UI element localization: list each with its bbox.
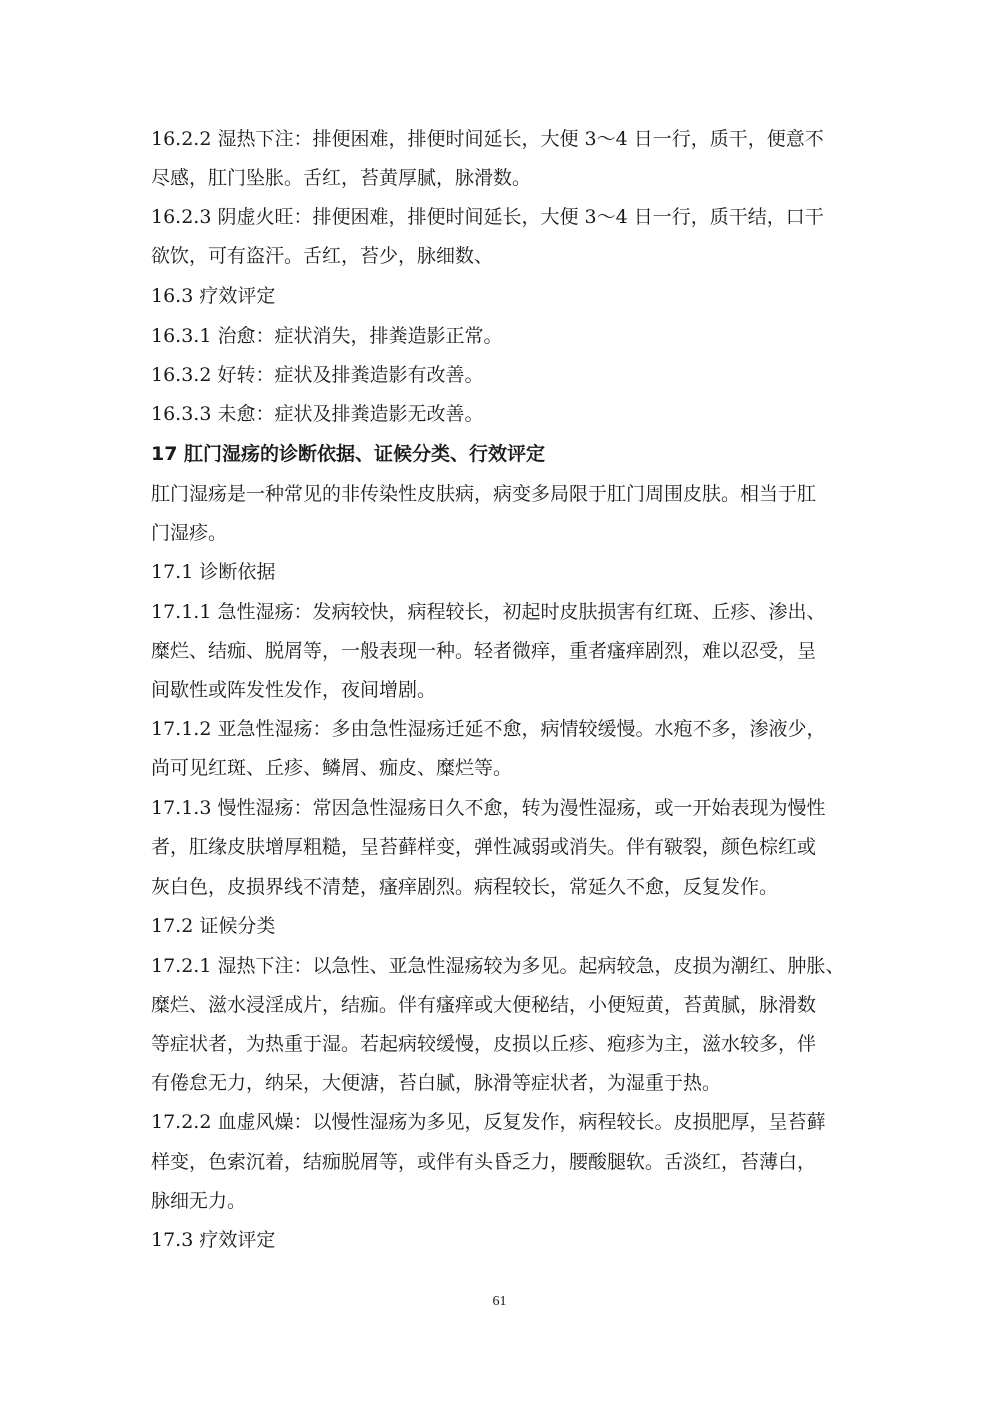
text-line: 16.3 疗效评定 — [151, 285, 276, 307]
text-line: 17.1.1 急性湿疡：发病较快，病程较长，初起时皮肤损害有红斑、丘疹、渗出、 — [151, 601, 826, 623]
text-line: 尽感，肛门坠胀。舌红，苔黄厚腻，脉滑数。 — [151, 167, 532, 189]
text-line: 者，肛缘皮肤增厚粗糙，呈苔藓样变，弹性减弱或消失。伴有皲裂，颜色棕红或 — [151, 836, 817, 858]
text-line: 16.2.2 湿热下注：排便困难，排便时间延长，大便 3～4 日一行，质干，便意不 — [151, 128, 824, 150]
text-line: 门湿疹。 — [151, 522, 228, 544]
text-line: 灰白色，皮损界线不清楚，瘙痒剧烈。病程较长，常延久不愈，反复发作。 — [151, 876, 779, 898]
text-line: 糜烂、结痂、脱屑等，一般表现一种。轻者微痒，重者瘙痒剧烈，难以忍受，呈 — [151, 640, 817, 662]
text-line: 17.2.1 湿热下注：以急性、亚急性湿疡较为多见。起病较急，皮损为潮红、肿胀、 — [151, 955, 845, 977]
section-heading: 17 肛门湿疡的诊断依据、证候分类、行效评定 — [151, 443, 546, 465]
text-line: 17.2.2 血虚风燥：以慢性湿疡为多见，反复发作，病程较长。皮损肥厚，呈苔藓 — [151, 1111, 826, 1133]
text-line: 17.3 疗效评定 — [151, 1229, 276, 1251]
text-line: 等症状者，为热重于湿。若起病较缓慢，皮损以丘疹、疱疹为主，滋水较多，伴 — [151, 1033, 817, 1055]
text-line: 17.1.3 慢性湿疡：常因急性湿疡日久不愈，转为漫性湿疡，或一开始表现为慢性 — [151, 797, 826, 819]
text-line: 肛门湿疡是一种常见的非传染性皮肤病，病变多局限于肛门周围皮肤。相当于肛 — [151, 483, 817, 505]
text-line: 脉细无力。 — [151, 1190, 247, 1212]
text-line: 间歇性或阵发性发作，夜间增剧。 — [151, 679, 437, 701]
text-line: 尚可见红斑、丘疹、鳞屑、痂皮、糜烂等。 — [151, 757, 513, 779]
text-line: 欲饮，可有盗汗。舌红，苔少，脉细数、 — [151, 245, 494, 267]
text-line: 糜烂、滋水浸淫成片，结痂。伴有瘙痒或大便秘结，小便短黄，苔黄腻，脉滑数 — [151, 994, 817, 1016]
text-line: 样变，色索沉着，结痂脱屑等，或伴有头昏乏力，腰酸腿软。舌淡红，苔薄白， — [151, 1151, 817, 1173]
page-number: 61 — [492, 1294, 507, 1309]
text-line: 16.3.3 未愈：症状及排粪造影无改善。 — [151, 403, 484, 425]
text-line: 有倦怠无力，纳呆，大便溏，苔白腻，脉滑等症状者，为湿重于热。 — [151, 1072, 722, 1094]
text-line: 16.3.2 好转：症状及排粪造影有改善。 — [151, 364, 484, 386]
text-line: 17.2 证候分类 — [151, 915, 276, 937]
text-line: 17.1.2 亚急性湿疡：多由急性湿疡迁延不愈，病情较缓慢。水疱不多，渗液少， — [151, 718, 826, 740]
text-line: 17.1 诊断依据 — [151, 561, 276, 583]
text-line: 16.3.1 治愈：症状消失，排粪造影正常。 — [151, 325, 503, 347]
text-line: 16.2.3 阴虚火旺：排便困难，排便时间延长，大便 3～4 日一行，质干结，口干 — [151, 206, 824, 228]
